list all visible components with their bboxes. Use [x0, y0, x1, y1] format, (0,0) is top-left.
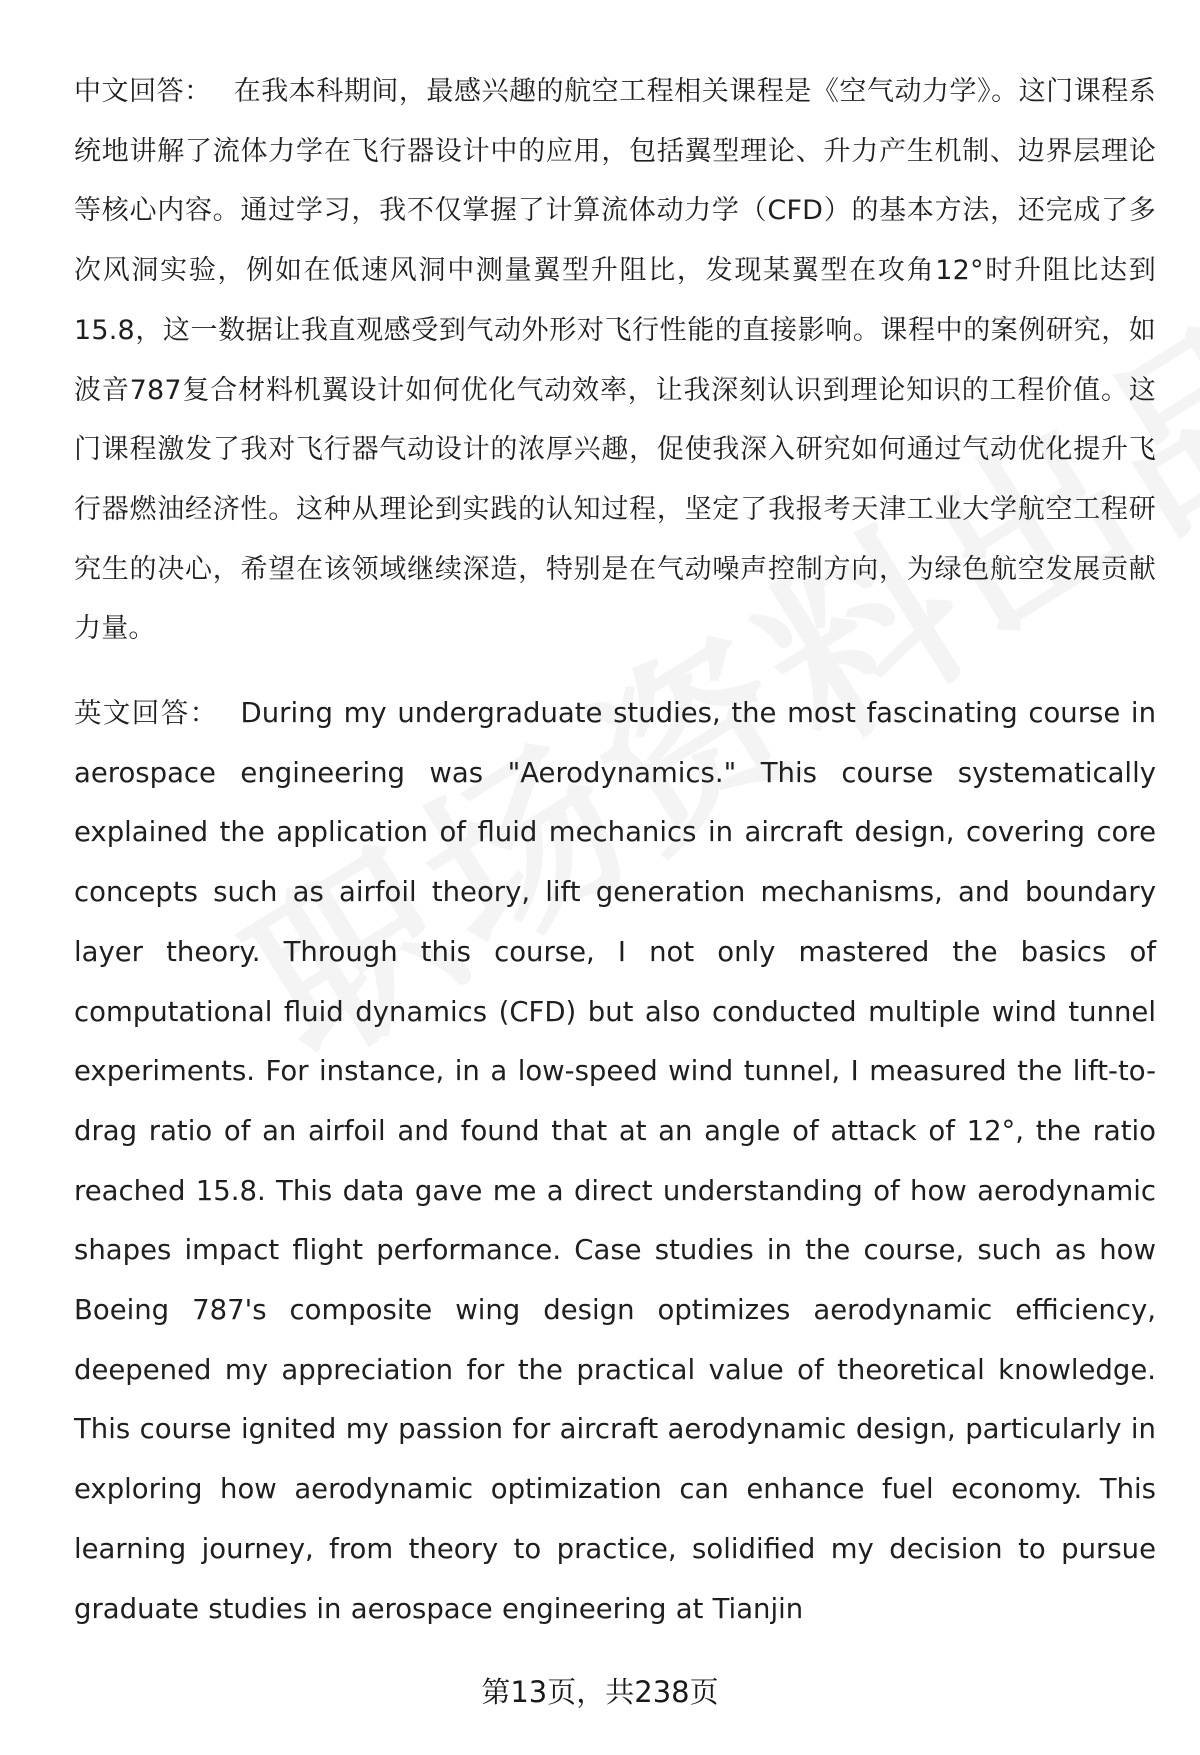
chinese-answer-text: 在我本科期间，最感兴趣的航空工程相关课程是《空气动力学》。这门课程系统地讲解了流体力学在飞行器设计中的应用，包括翼型理论、升力产生机制、边界层理论等核心内容。通过学习，我不仅掌握了计算流体动力学（CFD）的基本方法，还完成了多次风洞实验，例如在低速风洞中测量翼型升阻比，发现某翼型在攻角12°时升阻比达到15.8，这一数据让我直观感受到气动外形对飞行性能的直接影响。课程中的案例研究，如波音787复合材料机翼设计如何优化气动效率，让我深刻认识到理论知识的工程价值。这门课程激发了我对飞行器气动设计的浓厚兴趣，促使我深入研究如何通过气动优化提升飞行器燃油经济性。这种从理论到实践的认知过程，坚定了我报考天津工业大学航空工程研究生的决心，希望在该领域继续深造，特别是在气动噪声控制方向，为绿色航空发展贡献力量。: [74, 76, 1156, 645]
english-answer-paragraph: [74, 684, 1156, 1639]
page-number-footer: 第13页，共238页: [481, 1675, 719, 1709]
chinese-answer-label: 中文回答：: [74, 76, 212, 107]
english-answer-label: 英文回答：: [74, 697, 219, 729]
chinese-answer-paragraph: [74, 62, 1156, 659]
english-answer-text: During my undergraduate studies, the most fascinating course in aerospace engineering was "Aerodynamics." This course systematically explained the application of fluid mechanics in aircraft design, covering core concepts such as airfoil theory, lift generation mechanisms, and boundary layer theory. Through this course, I not only mastered the basics of computational fluid dynamics (CFD) but also conducted multiple wind tunnel experiments. For instance, in a low-speed wind tunnel, I measured the lift-to-drag ratio of an airfoil and found that at an angle of attack of 12°, the ratio reached 15.8. This data gave me a direct understanding of how aerodynamic shapes impact flight performance. Case studies in the course, such as how Boeing 787's composite wing design optimizes aerodynamic efficiency, deepened my appreciation for the practical value of theoretical knowledge. This course ignited my passion for aircraft aerodynamic design, particularly in exploring how aerodynamic optimization can enhance fuel economy. This learning journey, from theory to practice, solidified my decision to pursue graduate studies in aerospace engineering at Tianjin: [74, 697, 1156, 1625]
